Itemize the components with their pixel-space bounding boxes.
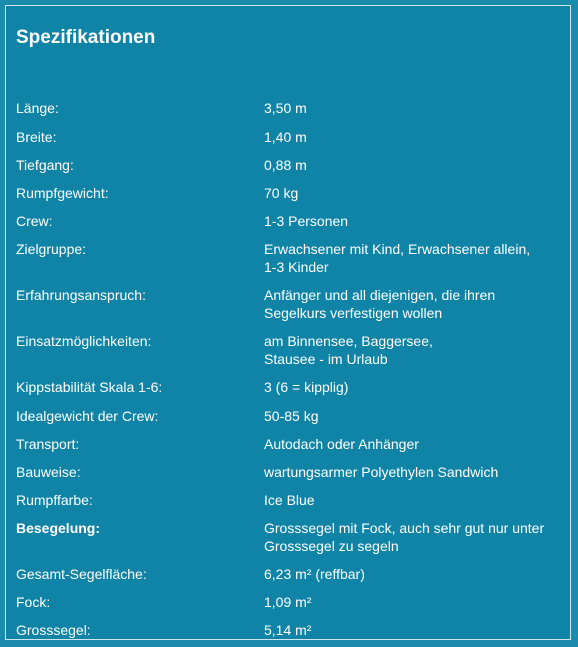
spec-row [16,212,568,230]
spec-value: 3,50 m [264,100,307,116]
spec-label: Transport: [16,436,80,452]
spec-label: Länge: [16,100,59,116]
spec-row [16,621,568,639]
spec-value: Erwachsener mit Kind, Erwachsener allein, 1-3 Kinder [264,241,531,275]
spec-row [16,491,568,509]
spec-row [16,332,568,368]
spec-row [16,593,568,611]
spec-label: Kippstabilität Skala 1-6: [16,379,163,395]
spec-value: 70 kg [264,185,299,201]
spec-row [16,378,568,396]
spec-value: am Binnensee, Baggersee, Stausee - im Urlaub [264,333,433,367]
spec-value: 1-3 Personen [264,213,349,229]
spec-label: Grosssegel: [16,622,91,638]
spec-label: Rumpffarbe: [16,492,93,508]
spec-label: Rumpfgewicht: [16,185,109,201]
spec-label: Gesamt-Segelfläche: [16,566,147,582]
spec-label: Besegelung: [16,520,101,536]
spec-value: Grosssegel mit Fock, auch sehr gut nur unter Grosssegel zu segeln [264,520,545,554]
spec-row [16,128,568,146]
spec-value: 50-85 kg [264,408,319,424]
spec-value: 5,14 m² [264,622,312,638]
spec-label: Einsatzmöglichkeiten: [16,333,152,349]
spec-value: 0,88 m [264,157,307,173]
spec-row [16,286,568,322]
spec-label: Bauweise: [16,464,81,480]
spec-label: Crew: [16,213,53,229]
spec-label: Idealgewicht der Crew: [16,408,159,424]
spec-row [16,99,568,117]
spec-value: wartungsarmer Polyethylen Sandwich [264,464,499,480]
spec-value: 1,40 m [264,129,307,145]
spec-label: Zielgruppe: [16,241,87,257]
spec-row [16,519,568,555]
spec-row [16,156,568,174]
spec-value: 3 (6 = kipplig) [264,379,349,395]
spec-label: Breite: [16,129,57,145]
spec-row [16,565,568,583]
spec-table [16,89,568,639]
spec-label: Fock: [16,594,51,610]
spec-row [16,463,568,481]
spec-row [16,435,568,453]
spec-row [16,184,568,202]
spec-value: Ice Blue [264,492,315,508]
spec-value: 6,23 m² (reffbar) [264,566,365,582]
specifications-panel [5,5,571,640]
spec-label: Tiefgang: [16,157,74,173]
spec-row [16,240,568,276]
panel-title: Spezifikationen [16,27,156,48]
spec-value: Autodach oder Anhänger [264,436,419,452]
spec-row [16,407,568,425]
spec-value: 1,09 m² [264,594,312,610]
spec-label: Erfahrungsanspruch: [16,287,146,303]
spec-value: Anfänger und all diejenigen, die ihren Segelkurs verfestigen wollen [264,287,496,321]
